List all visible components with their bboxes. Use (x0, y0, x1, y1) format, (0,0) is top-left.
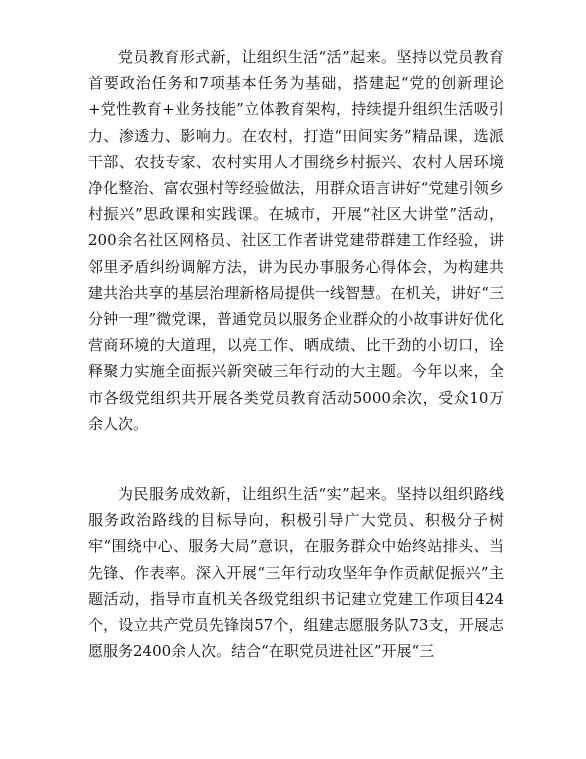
paragraph-service-effectiveness: 为民服务成效新，让组织生活“实”起来。坚持以组织路线服务政治路线的目标导向，积极引导广大党员、积极分子树牢“围绕中心、服务大局”意识，在服务群众中始终站排头、当先锋、作表率。深入开展“三年行动攻坚年争作贡献促振兴”主题活动，指导市直机关各级党组织书记建立党建工作项目424个，设立共产党员先锋岗57个，组建志愿服务队73支，开展志愿服务2400余人次。结合“在职党员进社区”开展“三 (88, 485, 504, 661)
paragraph-party-member-education: 党员教育形式新，让组织生活“活”起来。坚持以党员教育首要政治任务和7项基本任务为基础，搭建起“党的创新理论+党性教育+业务技能”立体教育架构，持续提升组织生活吸引力、渗透力、影响力。在农村，打造“田间实务”精品课，选派干部、农技专家、农村实用人才围绕乡村振兴、农村人居环境净化整治、富农强村等经验做法，用群众语言讲好“党建引领乡村振兴”思政课和实践课。在城市，开展“社区大讲堂”活动，200余名社区网格员、社区工作者讲党建带群建工作经验，讲邻里矛盾纠纷调解方法，讲为民办事服务心得体会，为构建共建共治共享的基层治理新格局提供一线智慧。在机关，讲好“三分钟一理”微党课，普通党员以服务企业群众的小故事讲好优化营商环境的大道理，以亮工作、晒成绩、比干劲的小切口，诠释聚力实施全面振兴新突破三年行动的大主题。今年以来，全市各级党组织共开展各类党员教育活动5000余次，受众10万余人次。 (88, 48, 504, 433)
